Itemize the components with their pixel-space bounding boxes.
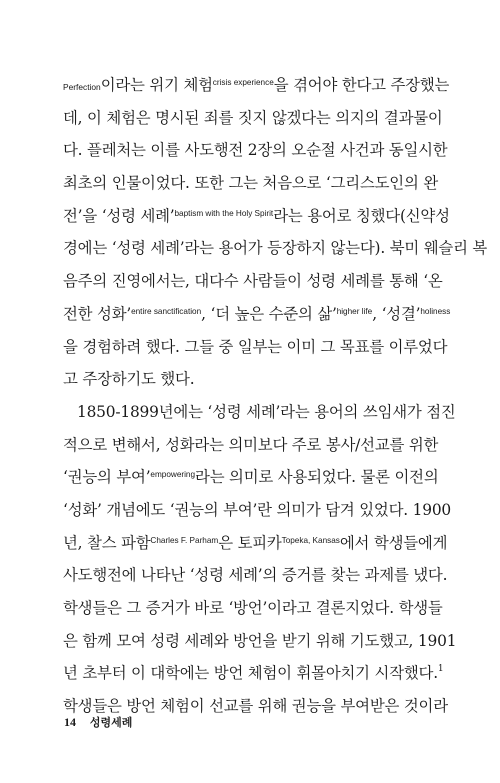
footnote-marker[interactable]: 1 <box>437 664 444 675</box>
english-gloss: crisis experience <box>212 78 274 87</box>
text-line: 학생들은 방언 체험이 선교를 위해 권능을 부여받은 것이라 <box>63 697 448 716</box>
body-text <box>63 69 488 723</box>
text-line: 은 함께 모여 성령 세례와 방언을 받기 위해 기도했고, 1901 <box>63 631 457 650</box>
text-line: 학생들은 그 증거가 바로 ‘방언’이라고 결론지었다. 학생들 <box>63 599 443 617</box>
text-line: 고 주장하기도 했다. <box>63 370 195 389</box>
page-number: 14 <box>64 715 76 729</box>
text-line: 경에는 ‘성령 세례’라는 용어가 등장하지 않는다). 북미 웨슬리 복 <box>63 239 488 258</box>
english-gloss: Topeka, Kansas <box>281 535 340 545</box>
text-line: 최초의 인물이었다. 또한 그는 처음으로 ‘그리스도인의 완 <box>63 174 438 193</box>
page-footer <box>64 714 132 730</box>
text-line: 전’을 ‘성령 세례’$^{baptism with the Holy Spirit}$라는 용어로 칭했다(신약성 <box>63 206 450 225</box>
text-line: 년 초부터 이 대학에는 방언 체험이 휘몰아치기 시작했다.$^1$ <box>63 664 444 683</box>
text-line: 음주의 진영에서는, 대다수 사람들이 성령 세례를 통해 ‘온 <box>63 272 443 291</box>
text-line: 년, 찰스 파함$^{Charles F. Parham}$은 토피카$^{Topeka, Kansas}$에서 학생들에게 <box>63 533 448 552</box>
english-term: Perfection <box>63 82 101 92</box>
text-line: 적으로 변해서, 성화라는 의미보다 주로 봉사/선교를 위한 <box>63 435 439 454</box>
text-line: 사도행전에 나타난 ‘성령 세례’의 증거를 찾는 과제를 냈다. <box>63 566 448 585</box>
text-line: 데, 이 체험은 명시된 죄를 짓지 않겠다는 의지의 결과물이 <box>63 108 443 127</box>
text-line: 다. 플레처는 이를 사도행전 2장의 오순절 사건과 동일시한 <box>63 141 448 160</box>
text-line: 을 경험하려 했다. 그들 중 일부는 이미 그 목표를 이루었다 <box>63 337 448 356</box>
paragraph-first-line: 1850-1899년에는 ‘성령 세례’라는 용어의 쓰임새가 점진 <box>77 402 456 421</box>
text-line: ‘성화’ 개념에도 ‘권능의 부여’란 의미가 담겨 있었다. 1900 <box>63 500 452 519</box>
english-gloss: empowering <box>150 470 196 480</box>
english-gloss: baptism with the Holy Spirit <box>174 208 274 218</box>
text-line: Perfection이라는 위기 체험$^{crisis experience}$을 겪어야 한다고 주장했는 <box>63 76 450 94</box>
english-gloss: holiness <box>420 306 451 316</box>
english-gloss: entire sanctification <box>131 306 202 316</box>
text-line: ‘권능의 부여’$^{empowering}$라는 의미로 사용되었다. 물론 이전의 <box>63 468 439 487</box>
text-line: 전한 성화’$^{entire sanctification}$, ‘더 높은 수준의 삶’$^{higher life}$, ‘성결’$^{holiness}$ <box>63 304 451 323</box>
english-gloss: higher life <box>336 306 373 316</box>
english-gloss: Charles F. Parham <box>150 535 219 545</box>
running-title: 성령세례 <box>89 716 133 729</box>
